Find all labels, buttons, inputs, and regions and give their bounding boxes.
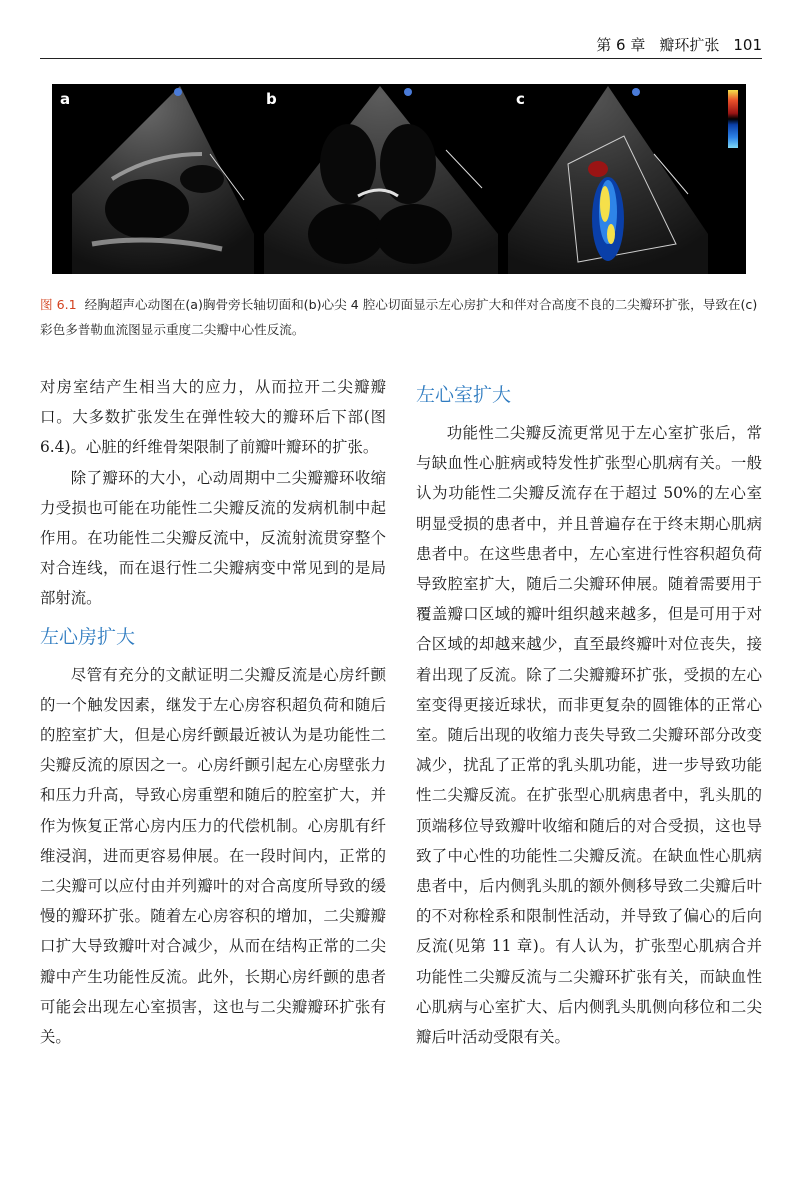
echo-panel-a [52, 84, 254, 274]
figure-label: 图 6.1 [40, 297, 77, 312]
section-heading-left-ventricle: 左心室扩大 [416, 384, 512, 406]
echo-image-c [508, 84, 746, 274]
panel-label-a: a [60, 90, 71, 108]
echo-image-b [258, 84, 504, 274]
echo-image-a [52, 84, 254, 274]
left-paragraph-1: 对房室结产生相当大的应力，从而拉开二尖瓣瓣口。大多数扩张发生在弹性较大的瓣环后下部(图 6.4)。心脏的纤维骨架限制了前瓣叶瓣环的扩张。 [40, 378, 386, 457]
section-heading-left-atrium: 左心房扩大 [40, 625, 136, 648]
echo-panel-b [258, 84, 504, 274]
right-column [416, 372, 762, 1052]
panel-label-c: c [516, 90, 525, 108]
echo-figure [52, 84, 746, 274]
left-column [40, 372, 386, 1052]
caption-text: 经胸超声心动图在(a)胸骨旁长轴切面和(b)心尖 4 腔心切面显示左心房扩大和伴对合高度不良的二尖瓣环扩张，导致在(c)彩色多普勒血流图显示重度二尖瓣中心性反流。 [40, 297, 758, 337]
echo-panel-c [508, 84, 746, 274]
page-number: 101 [733, 36, 762, 54]
left-paragraph-2: 除了瓣环的大小，心动周期中二尖瓣瓣环收缩力受损也可能在功能性二尖瓣反流的发病机制中起作用。在功能性二尖瓣反流中，反流射流贯穿整个对合连线，而在退行性二尖瓣病变中常见到的是局部射流。 [40, 468, 386, 608]
left-paragraph-3: 尽管有充分的文献证明二尖瓣反流是心房纤颤的一个触发因素，继发于左心房容积超负荷和随后的腔室扩大，但是心房纤颤最近被认为是功能性二尖瓣反流的原因之一。心房纤颤引起左心房壁张力和压力升高，导致心房重塑和随后的腔室扩大，并作为恢复正常心房内压力的代偿机制。心房肌有纤维浸润，进而更容易伸展。在一段时间内，正常的二尖瓣可以应付由并列瓣叶的对合高度所导致的缓慢的瓣环扩张。随着左心房容积的增加，二尖瓣瓣口扩大导致瓣叶对合减少，从而在结构正常的二尖瓣中产生功能性反流。此外，长期心房纤颤的患者可能会出现左心室损害，这也与二尖瓣瓣环扩张有关。 [40, 665, 386, 1047]
panel-label-b: b [266, 90, 277, 108]
right-paragraph-1: 功能性二尖瓣反流更常见于左心室扩张后，常与缺血性心脏病或特发性扩张型心肌病有关。一般认为功能性二尖瓣反流存在于超过 50%的左心室明显受损的患者中，并且普遍存在于终末期心肌病患者中。在这些患者中，左心室进行性容积超负荷导致腔室扩大，随后二尖瓣环伸展。随着需要用于覆盖瓣口区域的瓣叶组织越来越多，但是可用于对合区域的却越来越少，直至最终瓣叶对位丧失，接着出现了反流。除了二尖瓣瓣环扩张，受损的左心室变得更接近球状，而非更复杂的圆锥体的正常心室。随后出现的收缩力丧失导致二尖瓣环部分改变减少，扰乱了正常的乳头肌功能，进一步导致功能性二尖瓣反流。在扩张型心肌病患者中，乳头肌的顶端移位导致瓣叶收缩和随后的对合受损，这也导致了中心性的功能性二尖瓣反流。在缺血性心肌病患者中，后内侧乳头肌的额外侧移导致二尖瓣后叶的不对称栓系和限制性活动，并导致了偏心的后向反流(见第 11 章)。有人认为，扩张型心肌病合并功能性二尖瓣反流与二尖瓣环扩张有关，而缺血性心肌病与心室扩大、后内侧乳头肌侧向移位和二尖瓣后叶活动受限有关。 [416, 424, 762, 1047]
header-text [582, 34, 762, 55]
page-header [40, 30, 762, 59]
figure-caption [40, 292, 762, 342]
chapter-title: 瓣环扩张 [659, 36, 720, 54]
chapter-label: 第 6 章 [596, 36, 646, 54]
